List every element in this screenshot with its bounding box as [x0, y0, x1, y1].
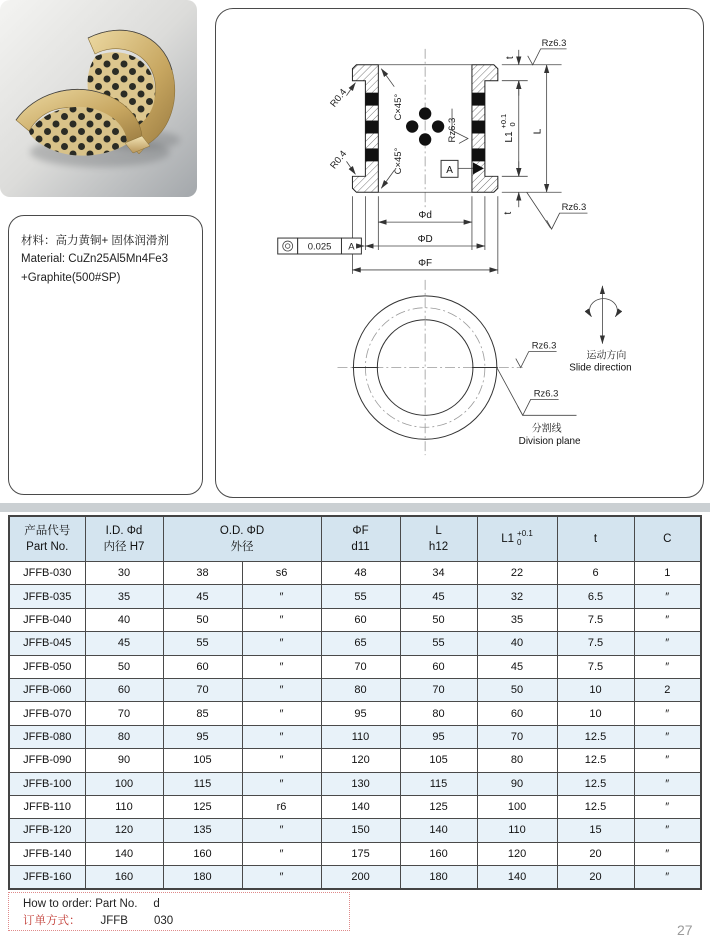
value-cell: 130 — [321, 772, 400, 795]
value-cell: 7.5 — [557, 632, 634, 655]
svg-text:+0.1: +0.1 — [498, 113, 508, 129]
spec-table — [8, 515, 702, 890]
value-cell: 125 — [163, 795, 242, 818]
value-cell: 1 — [634, 562, 701, 585]
value-cell: 55 — [163, 632, 242, 655]
value-cell: ″ — [242, 655, 321, 678]
part-no-cell: JFFB-120 — [9, 819, 85, 842]
value-cell: 45 — [163, 585, 242, 608]
dim-outer-diameter: ΦD — [417, 234, 433, 246]
order-instruction-box — [8, 892, 350, 931]
value-cell: 140 — [477, 866, 557, 890]
svg-text:L1: L1 — [503, 131, 515, 143]
part-no-cell: JFFB-060 — [9, 678, 85, 701]
value-cell: 60 — [163, 655, 242, 678]
value-cell: 65 — [321, 632, 400, 655]
table-row — [9, 702, 701, 725]
value-cell: 12.5 — [557, 725, 634, 748]
value-cell: 15 — [557, 819, 634, 842]
material-line-en: Material: CuZn25Al5Mn4Fe3 — [21, 253, 169, 266]
value-cell: 50 — [163, 608, 242, 631]
value-cell: 120 — [85, 819, 163, 842]
value-cell: 30 — [85, 562, 163, 585]
value-cell: 12.5 — [557, 749, 634, 772]
surface-finish-bore — [447, 109, 468, 144]
surface-finish-bottom — [547, 202, 588, 229]
part-no-cell: JFFB-040 — [9, 608, 85, 631]
value-cell: 80 — [477, 749, 557, 772]
order-code-d: d — [153, 898, 160, 910]
order-code-suffix: 030 — [153, 915, 174, 928]
value-cell: ″ — [242, 678, 321, 701]
chamfer-label-top: C×45° — [393, 93, 405, 121]
value-cell: 95 — [400, 725, 477, 748]
surface-finish-top — [528, 38, 567, 65]
material-line-cn: 材料：高力黄铜+ 固体润滑剂 — [21, 235, 169, 247]
product-photo — [0, 0, 197, 197]
value-cell: ″ — [242, 725, 321, 748]
order-line-cn — [23, 913, 349, 930]
value-cell: ″ — [634, 655, 701, 678]
value-cell: 60 — [477, 702, 557, 725]
col-c: C — [634, 516, 701, 562]
value-cell: 70 — [477, 725, 557, 748]
col-l1: L1 +0.1 0 — [477, 516, 557, 562]
value-cell: 12.5 — [557, 772, 634, 795]
chamfer-label-bottom: C×45° — [393, 147, 405, 175]
value-cell: 80 — [85, 725, 163, 748]
value-cell: 22 — [477, 562, 557, 585]
value-cell: 40 — [85, 608, 163, 631]
svg-text:Rz6.3: Rz6.3 — [561, 202, 587, 214]
value-cell: ″ — [634, 585, 701, 608]
svg-text:Rz6.3: Rz6.3 — [531, 340, 557, 352]
spec-table-body — [9, 562, 701, 890]
value-cell: ″ — [242, 842, 321, 865]
dim-flange-thickness-bottom: t — [502, 211, 514, 215]
value-cell: 55 — [400, 632, 477, 655]
part-no-cell: JFFB-160 — [9, 866, 85, 890]
table-row — [9, 772, 701, 795]
dim-inner-diameter: Φd — [418, 210, 432, 222]
svg-text:0.025: 0.025 — [307, 241, 332, 253]
part-no-cell: JFFB-080 — [9, 725, 85, 748]
col-flange-diameter: ΦF d11 — [321, 516, 400, 562]
value-cell: 32 — [477, 585, 557, 608]
value-cell: 110 — [85, 795, 163, 818]
value-cell: 7.5 — [557, 655, 634, 678]
value-cell: 135 — [163, 819, 242, 842]
table-row — [9, 749, 701, 772]
value-cell: ″ — [634, 749, 701, 772]
value-cell: 6.5 — [557, 585, 634, 608]
value-cell: ″ — [242, 585, 321, 608]
table-row — [9, 562, 701, 585]
value-cell: 160 — [163, 842, 242, 865]
value-cell: 70 — [400, 678, 477, 701]
value-cell: 110 — [321, 725, 400, 748]
part-no-cell: JFFB-070 — [9, 702, 85, 725]
table-row — [9, 866, 701, 890]
spec-table-header — [9, 516, 701, 562]
fillet-radius-label-top: R0.4 — [328, 86, 350, 110]
value-cell: 105 — [163, 749, 242, 772]
table-row — [9, 678, 701, 701]
page-number: 27 — [677, 922, 693, 938]
value-cell: 100 — [477, 795, 557, 818]
fillet-radius-label-bottom: R0.4 — [328, 148, 350, 172]
table-row — [9, 842, 701, 865]
value-cell: 115 — [400, 772, 477, 795]
value-cell: r6 — [242, 795, 321, 818]
value-cell: 6 — [557, 562, 634, 585]
value-cell: 10 — [557, 702, 634, 725]
part-no-cell: JFFB-090 — [9, 749, 85, 772]
value-cell: 85 — [163, 702, 242, 725]
value-cell: ″ — [242, 608, 321, 631]
order-code-prefix: JFFB — [100, 915, 128, 928]
technical-drawing — [216, 9, 701, 495]
table-row — [9, 725, 701, 748]
material-line-graphite: +Graphite(500#SP) — [21, 271, 121, 284]
dim-total-length: L — [532, 128, 544, 135]
value-cell: 90 — [477, 772, 557, 795]
value-cell: 105 — [400, 749, 477, 772]
value-cell: 60 — [321, 608, 400, 631]
svg-text:A: A — [348, 241, 355, 253]
dim-flange-diameter: ΦF — [418, 257, 433, 269]
value-cell: ″ — [634, 725, 701, 748]
svg-text:A: A — [446, 164, 453, 176]
value-cell: 200 — [321, 866, 400, 890]
value-cell: 70 — [85, 702, 163, 725]
value-cell: 50 — [85, 655, 163, 678]
svg-text:Rz6.3: Rz6.3 — [447, 117, 459, 143]
value-cell: 175 — [321, 842, 400, 865]
value-cell: ″ — [634, 842, 701, 865]
part-no-cell: JFFB-045 — [9, 632, 85, 655]
value-cell: 40 — [477, 632, 557, 655]
material-note-panel — [8, 215, 203, 495]
value-cell: ″ — [634, 632, 701, 655]
value-cell: 50 — [477, 678, 557, 701]
surface-finish-division-1 — [516, 341, 557, 368]
value-cell: 125 — [400, 795, 477, 818]
value-cell: 55 — [321, 585, 400, 608]
part-no-cell: JFFB-030 — [9, 562, 85, 585]
col-part-no: 产品代号 Part No. — [9, 516, 85, 562]
value-cell: 38 — [163, 562, 242, 585]
value-cell: 12.5 — [557, 795, 634, 818]
value-cell: 7.5 — [557, 608, 634, 631]
value-cell: 120 — [477, 842, 557, 865]
table-row — [9, 655, 701, 678]
table-row — [9, 608, 701, 631]
slide-direction-label-cn: 运动方向 — [586, 350, 627, 362]
table-row — [9, 819, 701, 842]
value-cell: 35 — [85, 585, 163, 608]
value-cell: 20 — [557, 842, 634, 865]
value-cell: 180 — [163, 866, 242, 890]
value-cell: 45 — [400, 585, 477, 608]
value-cell: 180 — [400, 866, 477, 890]
value-cell: ″ — [634, 702, 701, 725]
product-photo-panel — [0, 0, 197, 197]
value-cell: 115 — [163, 772, 242, 795]
value-cell: 60 — [85, 678, 163, 701]
value-cell: 34 — [400, 562, 477, 585]
svg-text:0: 0 — [507, 122, 517, 127]
svg-text:Rz6.3: Rz6.3 — [541, 37, 567, 49]
part-no-cell: JFFB-110 — [9, 795, 85, 818]
col-inner-diameter: I.D. Φd 内径 H7 — [85, 516, 163, 562]
value-cell: ″ — [634, 608, 701, 631]
slide-direction-symbol — [589, 286, 617, 344]
slide-direction-label-en: Slide direction — [569, 362, 632, 374]
table-row — [9, 585, 701, 608]
value-cell: 10 — [557, 678, 634, 701]
table-row — [9, 632, 701, 655]
part-no-cell: JFFB-140 — [9, 842, 85, 865]
dim-L1 — [499, 114, 517, 143]
value-cell: 95 — [321, 702, 400, 725]
value-cell: 140 — [321, 795, 400, 818]
value-cell: 45 — [477, 655, 557, 678]
value-cell: 160 — [85, 866, 163, 890]
value-cell: 80 — [400, 702, 477, 725]
value-cell: ″ — [242, 632, 321, 655]
division-plane-label-en: Division plane — [518, 436, 581, 448]
value-cell: 140 — [400, 819, 477, 842]
value-cell: ″ — [242, 866, 321, 890]
value-cell: s6 — [242, 562, 321, 585]
col-outer-diameter: O.D. ΦD 外径 — [163, 516, 321, 562]
surface-finish-division-2 — [518, 388, 559, 415]
value-cell: 80 — [321, 678, 400, 701]
value-cell: 48 — [321, 562, 400, 585]
value-cell: 70 — [163, 678, 242, 701]
value-cell: 120 — [321, 749, 400, 772]
division-plane-label-cn: 分割线 — [531, 423, 562, 435]
value-cell: 45 — [85, 632, 163, 655]
value-cell: 160 — [400, 842, 477, 865]
ring-end-view — [337, 280, 631, 455]
value-cell: 110 — [477, 819, 557, 842]
order-line-en: How to order: Part No. d — [23, 898, 160, 910]
value-cell: ″ — [634, 866, 701, 890]
order-label-cn: 订单方式： — [23, 915, 81, 928]
part-no-cell: JFFB-100 — [9, 772, 85, 795]
col-length: L h12 — [400, 516, 477, 562]
part-no-cell: JFFB-035 — [9, 585, 85, 608]
technical-drawing-panel — [215, 8, 704, 498]
part-no-cell: JFFB-050 — [9, 655, 85, 678]
section-divider — [0, 503, 710, 512]
value-cell: 95 — [163, 725, 242, 748]
value-cell: ″ — [242, 819, 321, 842]
value-cell: 60 — [400, 655, 477, 678]
concentricity-frame — [278, 238, 365, 254]
cross-section-view — [278, 38, 588, 274]
value-cell: ″ — [634, 772, 701, 795]
col-t: t — [557, 516, 634, 562]
value-cell: 20 — [557, 866, 634, 890]
value-cell: ″ — [242, 749, 321, 772]
table-row — [9, 795, 701, 818]
value-cell: 150 — [321, 819, 400, 842]
value-cell: 2 — [634, 678, 701, 701]
value-cell: 140 — [85, 842, 163, 865]
value-cell: 50 — [400, 608, 477, 631]
value-cell: 35 — [477, 608, 557, 631]
dim-flange-thickness-top: t — [504, 56, 516, 60]
value-cell: 100 — [85, 772, 163, 795]
value-cell: ″ — [634, 795, 701, 818]
value-cell: ″ — [242, 702, 321, 725]
svg-text:Rz6.3: Rz6.3 — [533, 388, 559, 400]
value-cell: ″ — [242, 772, 321, 795]
value-cell: ″ — [634, 819, 701, 842]
value-cell: 90 — [85, 749, 163, 772]
value-cell: 70 — [321, 655, 400, 678]
